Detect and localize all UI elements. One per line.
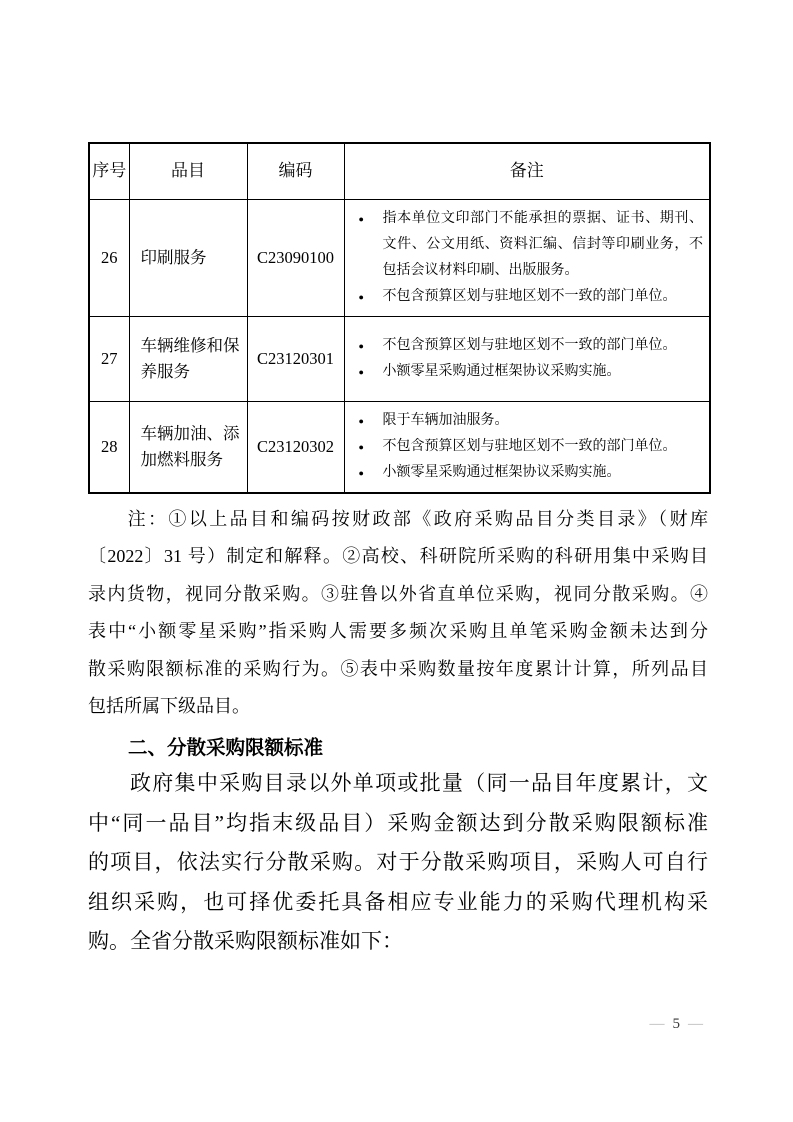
cell-code: C23120302 bbox=[247, 401, 344, 493]
cell-remarks bbox=[344, 401, 710, 493]
remark-text: 限于车辆加油服务。 bbox=[382, 412, 509, 428]
page-number: 5 bbox=[672, 1016, 680, 1032]
col-header-no: 序号 bbox=[89, 143, 129, 199]
bullet-icon: ● bbox=[358, 291, 364, 302]
cell-item: 车辆加油、添加燃料服务 bbox=[129, 401, 247, 493]
footer-dash-right: — bbox=[688, 1016, 703, 1032]
note-line: 〔2022〕31 号）制定和解释。②高校、科研院所采购的科研用集中采购目 bbox=[88, 546, 708, 567]
remark-bullet-line bbox=[357, 206, 707, 284]
bullet-icon: ● bbox=[358, 340, 364, 351]
para-line: 政府集中采购目录以外单项或批量（同一品目年度累计，文 bbox=[130, 771, 708, 795]
col-header-code: 编码 bbox=[247, 143, 344, 199]
note-line: 包括所属下级品目。 bbox=[88, 695, 250, 716]
remark-bullet-line bbox=[357, 408, 707, 434]
procurement-items-table bbox=[88, 142, 711, 494]
para-line: 中“同一品目”均指末级品目）采购金额达到分散采购限额标准 bbox=[88, 810, 708, 835]
table-row bbox=[89, 199, 710, 316]
note-paragraph bbox=[88, 501, 708, 725]
table-row bbox=[89, 316, 710, 401]
remark-text: 不包含预算区划与驻地区划不一致的部门单位。 bbox=[382, 438, 677, 454]
cell-remarks bbox=[344, 316, 710, 401]
remark-bullet-line bbox=[357, 434, 707, 460]
remark-text: 指本单位文印部门不能承担的票据、证书、期刊、文件、公文用纸、资料汇编、信封等印刷业务，不包括会议材料印刷、出版服务。 bbox=[382, 210, 703, 278]
bullet-icon: ● bbox=[358, 366, 364, 377]
bullet-icon: ● bbox=[358, 467, 364, 478]
cell-item: 印刷服务 bbox=[129, 199, 247, 316]
cell-code: C23090100 bbox=[247, 199, 344, 316]
para-line: 的项目，依法实行分散采购。对于分散采购项目，采购人可自行 bbox=[88, 850, 708, 875]
remark-text: 不包含预算区划与驻地区划不一致的部门单位。 bbox=[382, 288, 677, 304]
remark-bullet-line bbox=[357, 460, 707, 486]
bullet-icon: ● bbox=[358, 213, 364, 224]
remark-text: 小额零星采购通过框架协议采购实施。 bbox=[382, 464, 621, 480]
para-line: 购。全省分散采购限额标准如下： bbox=[88, 929, 403, 954]
section-heading: 二、分散采购限额标准 bbox=[128, 737, 324, 759]
table-row bbox=[89, 401, 710, 493]
cell-code: C23120301 bbox=[247, 316, 344, 401]
footer-dash-left: — bbox=[649, 1016, 665, 1032]
para-line: 组织采购，也可择优委托具备相应专业能力的采购代理机构采 bbox=[88, 889, 708, 914]
cell-item: 车辆维修和保养服务 bbox=[129, 316, 247, 401]
cell-no: 26 bbox=[89, 199, 129, 316]
page-footer bbox=[650, 1014, 704, 1034]
col-header-item: 品目 bbox=[129, 143, 247, 199]
remark-text: 小额零星采购通过框架协议采购实施。 bbox=[382, 363, 621, 379]
col-header-remarks: 备注 bbox=[344, 143, 710, 199]
cell-remarks bbox=[344, 199, 710, 316]
body-paragraph bbox=[88, 764, 708, 962]
remark-bullet-line bbox=[357, 333, 707, 359]
bullet-icon: ● bbox=[358, 415, 364, 426]
table-header-row bbox=[89, 143, 710, 199]
note-line: 表中“小额零星采购”指采购人需要多频次采购且单笔采购金额未达到分 bbox=[88, 621, 708, 642]
cell-no: 27 bbox=[89, 316, 129, 401]
note-line: 散采购限额标准的采购行为。⑤表中采购数量按年度累计计算，所列品目 bbox=[88, 658, 708, 679]
cell-no: 28 bbox=[89, 401, 129, 493]
bullet-icon: ● bbox=[358, 441, 364, 452]
note-line: 注：①以上品目和编码按财政部《政府采购品目分类目录》（财库 bbox=[127, 509, 708, 529]
remark-bullet-line bbox=[357, 284, 707, 310]
remark-text: 不包含预算区划与驻地区划不一致的部门单位。 bbox=[382, 337, 677, 353]
remark-bullet-line bbox=[357, 359, 707, 385]
note-line: 录内货物，视同分散采购。③驻鲁以外省直单位采购，视同分散采购。④ bbox=[88, 583, 708, 604]
